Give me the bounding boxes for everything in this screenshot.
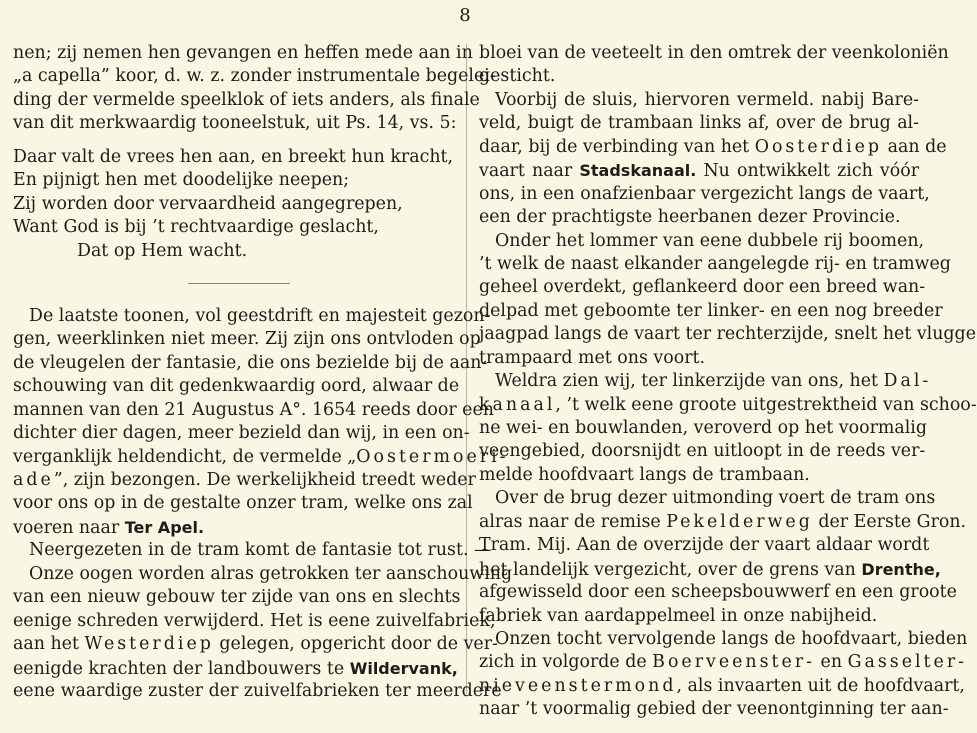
text-run: het landelijk vergezicht, over de grens van xyxy=(479,559,862,580)
left-column xyxy=(13,42,513,703)
text-line: geheel overdekt, geflankeerd door een breed wan- xyxy=(479,277,926,298)
text-line: Onder het lommer van eene dubbele rij boomen, xyxy=(495,230,925,251)
section-break xyxy=(13,263,456,305)
paragraph xyxy=(13,539,492,562)
text-line: eenige schreden verwijderd. Het is eene zuivelfabriek, xyxy=(13,610,496,631)
text-run: vaart naar xyxy=(479,161,580,182)
text-line: veengebied, doorsnijdt en uitloopt in de reeds ver- xyxy=(479,441,926,462)
paragraph xyxy=(479,230,976,371)
text-line: fabriek van aardappelmeel in onze nabijheid. xyxy=(479,605,878,626)
paragraph xyxy=(479,628,968,722)
text-line: melde hoofdvaart langs de trambaan. xyxy=(479,464,810,485)
text-line: voor ons op in de gestalte onzer tram, welke ons zal xyxy=(13,493,473,514)
text-line: bloei van de veeteelt in den omtrek der veenkoloniën xyxy=(479,43,949,63)
text-line xyxy=(479,394,977,417)
text-line xyxy=(13,446,509,469)
text-run: der Eerste Gron. xyxy=(812,511,967,532)
text-line: Neergezeten in de tram komt de fantasie tot rust. — xyxy=(29,540,492,561)
text-line: van een nieuw gebouw ter zijde van ons en slechts xyxy=(13,587,461,608)
text-line: De laatste toonen, vol geestdrift en majesteit gezon- xyxy=(29,305,491,326)
text-run: gelegen, opgericht door de ver- xyxy=(213,634,498,655)
intro-paragraph xyxy=(13,42,496,136)
text-line: naar ’t voormalig gebied der veenontginning ter aan- xyxy=(479,699,949,720)
text-run: voeren naar xyxy=(13,517,125,538)
spaced-title: ade xyxy=(13,470,54,490)
text-line xyxy=(479,558,941,581)
place-name: kanaal xyxy=(479,394,556,415)
text-line: Over de brug dezer uitmonding voert de tram ons xyxy=(495,488,936,509)
text-line xyxy=(13,469,476,492)
place-name: Boerveenster- xyxy=(652,652,816,673)
text-line: delpad met geboomte ter linker- en een nog breeder xyxy=(479,300,943,321)
text-line: ons, in een onafzienbaar vergezicht langs de vaart, xyxy=(479,183,930,204)
text-line xyxy=(479,159,919,182)
text-line xyxy=(13,657,456,680)
text-line xyxy=(479,136,947,159)
paragraph xyxy=(479,42,949,89)
text-line: de vleugelen der fantasie, die ons bezielde bij de aan- xyxy=(13,352,488,373)
text-line xyxy=(479,651,968,674)
verse-line: Daar valt de vrees hen aan, en breekt hun kracht, xyxy=(13,146,454,167)
place-name: Dal- xyxy=(883,371,932,392)
text-line: afgewisseld door een scheepsbouwwerf en een groote xyxy=(479,582,957,603)
place-name: Ter Apel. xyxy=(124,517,205,537)
text-line: Onze oogen worden alras getrokken ter aanschouwing xyxy=(29,563,513,584)
verse-line: Dat op Hem wacht. xyxy=(77,240,248,261)
page-number: 8 xyxy=(459,5,471,26)
text-run: Weldra zien wij, ter linkerzijde van ons, het xyxy=(495,371,884,392)
paragraph xyxy=(13,563,513,704)
text-run: Nu ontwikkelt zich vóór xyxy=(696,161,920,182)
text-line: ’t welk de naast elkander aangelegde rij- en tramweg xyxy=(479,253,951,274)
ornamental-rule xyxy=(188,283,290,284)
text-run: zich in volgorde de xyxy=(479,652,653,673)
text-run: eenigde krachten der landbouwers te xyxy=(13,658,350,679)
text-run: verganklijk heldendicht, de vermelde „ xyxy=(13,446,357,467)
text-line xyxy=(479,511,967,534)
text-line xyxy=(13,516,456,539)
psalm-verse xyxy=(13,146,456,263)
place-name: Drenthe, xyxy=(861,559,941,579)
verse-line: En pijnigt hen met doodelijke neepen; xyxy=(13,170,350,191)
text-line: ding der vermelde speelklok of iets anders, als finale xyxy=(13,89,480,110)
paragraph xyxy=(479,89,947,230)
text-run: , ’t welk eene groote uitgestrektheid van schoo- xyxy=(555,394,977,415)
text-line: dichter dier dagen, meer bezield dan wij, in een on- xyxy=(13,423,470,444)
text-line xyxy=(13,633,498,656)
place-name: nieveenstermond xyxy=(479,675,677,696)
paragraph xyxy=(13,305,509,539)
place-name: Stadskanaal. xyxy=(579,161,697,181)
text-run: , als invaarten uit de hoofdvaart, xyxy=(676,675,965,696)
text-line: van dit merkwaardig tooneelstuk, uit Ps. 14, vs. 5: xyxy=(13,113,457,134)
text-line: jaagpad langs de vaart ter rechterzijde, snelt het vlugge xyxy=(479,324,976,345)
text-line: mannen van den 21 Augustus A°. 1654 reeds door een xyxy=(13,399,494,420)
text-run: aan de xyxy=(882,136,947,157)
place-name: Westerdiep xyxy=(84,634,214,655)
text-line: ne wei- en bouwlanden, veroverd op het voormalig xyxy=(479,418,928,438)
text-line: eene waardige zuster der zuivelfabrieken ter meerdere xyxy=(13,680,502,701)
spaced-title: Oostermoeri- xyxy=(356,446,509,467)
text-line: veld, buigt de trambaan links af, over de brug al- xyxy=(479,113,919,134)
text-line: gen, weerklinken niet meer. Zij zijn ons ontvloden op xyxy=(13,329,481,350)
text-run: aan het xyxy=(13,634,85,655)
text-line: trampaard met ons voort. xyxy=(479,347,706,368)
text-line: een der prachtigste heerbanen dezer Provincie. xyxy=(479,207,901,228)
place-name: Pekelderweg xyxy=(666,511,813,532)
text-run: en xyxy=(815,652,848,673)
place-name: Gasselter- xyxy=(847,652,968,673)
text-line: Voorbij de sluis, hiervoren vermeld. nabij Bare- xyxy=(495,89,919,110)
verse-line: Zij worden door vervaardheid aangegrepen, xyxy=(13,193,403,214)
text-run: daar, bij de verbinding van het xyxy=(479,136,755,157)
paragraph xyxy=(479,370,977,487)
text-line: gesticht. xyxy=(479,66,556,87)
text-line: Tram. Mij. Aan de overzijde der vaart aldaar wordt xyxy=(479,535,930,556)
text-run: alras naar de remise xyxy=(479,511,667,532)
place-name: Oosterdiep xyxy=(754,136,883,157)
verse-line: Want God is bij ’t rechtvaardige geslacht, xyxy=(13,217,379,238)
paragraph xyxy=(479,487,967,628)
text-line xyxy=(479,370,932,393)
text-line xyxy=(479,675,965,698)
text-line: „a capella” koor, d. w. z. zonder instrumentale begelei- xyxy=(13,66,496,87)
spacer xyxy=(13,136,456,146)
text-line: nen; zij nemen hen gevangen en heffen mede aan in xyxy=(13,43,473,63)
text-line: Onzen tocht vervolgende langs de hoofdvaart, bieden xyxy=(495,628,968,649)
text-run: ”, zijn bezongen. De werkelijkheid treedt weder xyxy=(53,470,476,490)
right-column xyxy=(479,42,977,722)
place-name: Wildervank, xyxy=(349,658,458,678)
text-line: schouwing van dit gedenkwaardig oord, alwaar de xyxy=(13,376,460,397)
